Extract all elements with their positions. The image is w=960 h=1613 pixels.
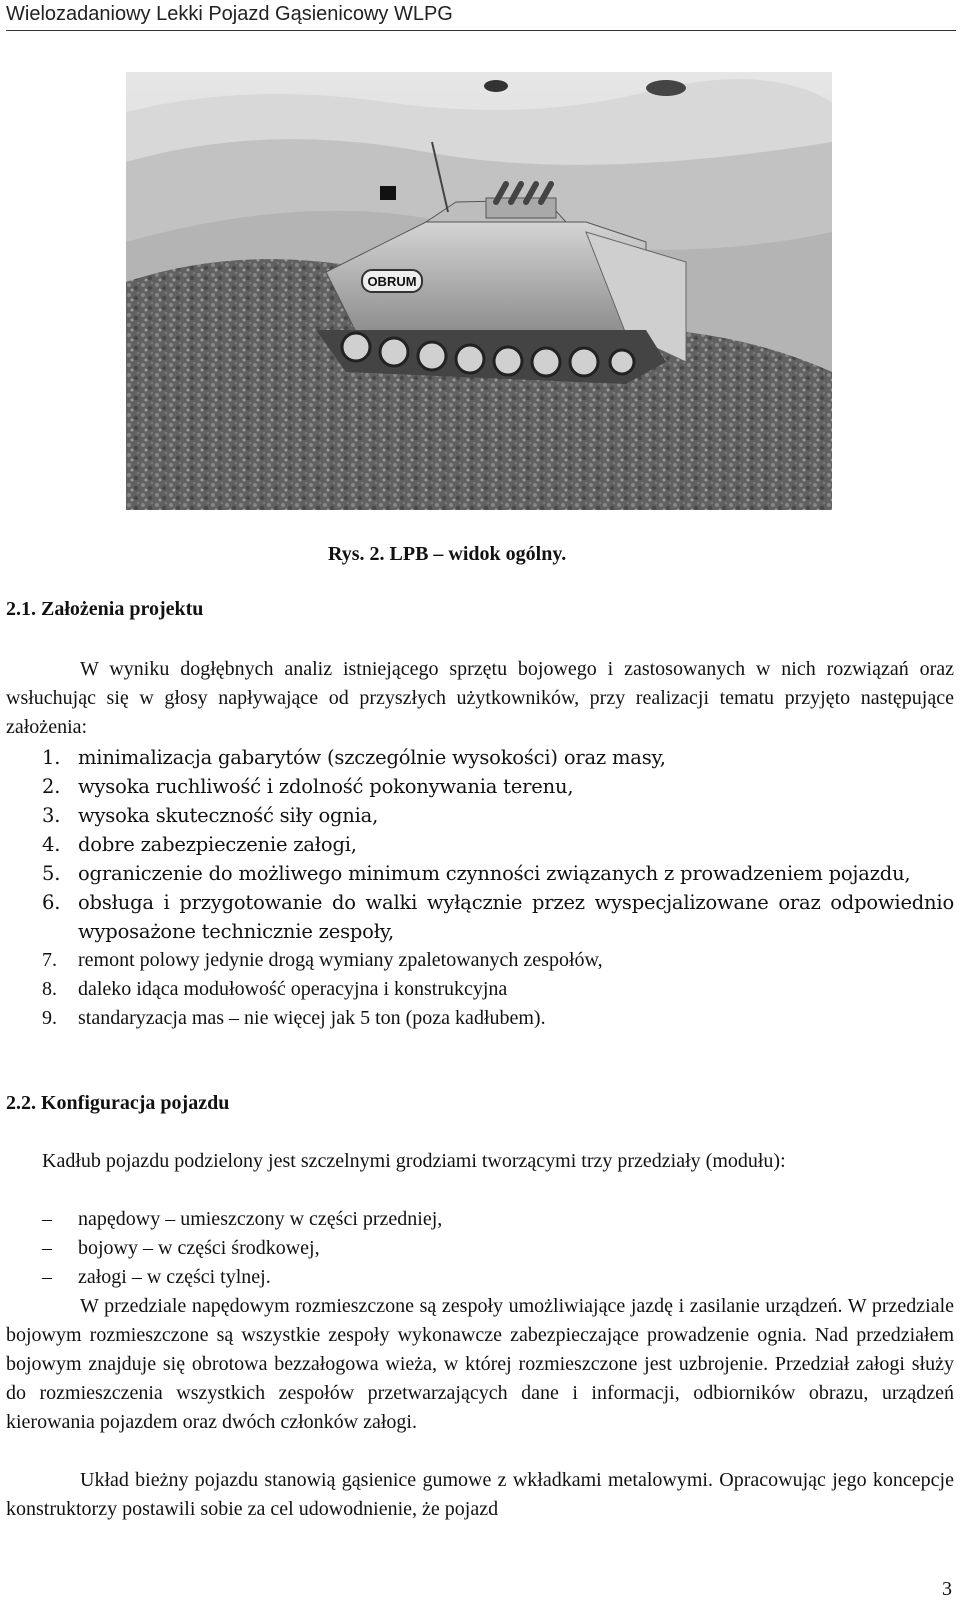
list-item-number: 1. bbox=[42, 746, 61, 769]
modules-list bbox=[6, 1205, 442, 1292]
list-item bbox=[6, 1234, 442, 1263]
figure-caption: Rys. 2. LPB – widok ogólny. bbox=[328, 543, 567, 565]
list-item bbox=[6, 1263, 442, 1292]
list-item-text: wysoka ruchliwość i zdolność pokonywania terenu, bbox=[78, 775, 574, 798]
list-item-text: minimalizacja gabarytów (szczególnie wysokości) oraz masy, bbox=[78, 746, 666, 769]
list-item bbox=[6, 975, 954, 1004]
list-item-text: bojowy – w części środkowej, bbox=[78, 1237, 320, 1259]
page-number: 3 bbox=[942, 1578, 952, 1600]
list-item-number: 9. bbox=[42, 1007, 57, 1029]
tracks-paragraph: Układ bieżny pojazdu stanowią gąsienice gumowe z wkładkami metalowymi. Opracowując jego koncepcje konstruktorzy postawili sobie za cel udowodnienie, że pojazd bbox=[6, 1469, 954, 1520]
section-heading-2-2: 2.2. Konfiguracja pojazdu bbox=[6, 1092, 230, 1114]
list-item-number: 4. bbox=[42, 833, 61, 856]
list-item-text: daleko idąca modułowość operacyjna i konstrukcyjna bbox=[78, 978, 508, 1000]
running-header: Wielozadaniowy Lekki Pojazd Gąsienicowy WLPG bbox=[6, 0, 956, 31]
list-item-text: ograniczenie do możliwego minimum czynności związanych z prowadzeniem pojazdu, bbox=[78, 862, 911, 885]
section-2-2-intro: Kadłub pojazdu podzielony jest szczelnymi grodziami tworzącymi trzy przedziały (modułu): bbox=[42, 1150, 786, 1172]
list-item-number: 8. bbox=[42, 978, 57, 1000]
list-item bbox=[6, 830, 954, 859]
list-item bbox=[6, 946, 954, 975]
list-item-text: wysoka skuteczność siły ognia, bbox=[78, 804, 379, 827]
list-item bbox=[6, 859, 954, 888]
list-item bbox=[6, 1004, 954, 1033]
section-2-1-intro: W wyniku dogłębnych analiz istniejącego sprzętu bojowego i zastosowanych w nich rozwiązań oraz wsłuchując się w głosy napływające od przyszłych użytkowników, przy realizacji tematu przyjęto następujące założenia: bbox=[6, 658, 954, 738]
list-item-number: 7. bbox=[42, 949, 57, 971]
list-item-text: załogi – w części tylnej. bbox=[78, 1266, 271, 1288]
list-item-text: napędowy – umieszczony w części przedniej, bbox=[78, 1208, 443, 1230]
vehicle-render bbox=[126, 72, 832, 510]
requirements-list bbox=[6, 743, 954, 1033]
list-item-text: dobre zabezpieczenie załogi, bbox=[78, 833, 357, 856]
list-item-text: obsługa i przygotowanie do walki wyłącznie przez wyspecjalizowane oraz odpowiednio wyposażone technicznie zespoły, bbox=[78, 891, 954, 943]
section-heading-2-1: 2.1. Założenia projektu bbox=[6, 598, 204, 620]
compartments-paragraph: W przedziale napędowym rozmieszczone są zespoły umożliwiające jazdę i zasilanie urządzeń. W przedziale bojowym rozmieszczone są wszystkie zespoły wykonawcze zabezpieczające prowadzenie ognia. Nad przedziałem bojowym znajduje się obrotowa bezzałogowa wieża, w której rozmieszczone jest uzbrojenie. Przedział załogi służy do rozmieszczenia wszystkich zespołów przetwarzających dane i informacji, odbiorników obrazu, urządzeń kierowania pojazdem oraz dwóch członków załogi. bbox=[6, 1295, 954, 1433]
list-item-number: 5. bbox=[42, 862, 61, 885]
list-item-number: 2. bbox=[42, 775, 61, 798]
list-item bbox=[6, 888, 954, 946]
list-item-text: standaryzacja mas – nie więcej jak 5 ton (poza kadłubem). bbox=[78, 1007, 546, 1029]
dash-bullet: – bbox=[42, 1208, 52, 1230]
list-item bbox=[6, 743, 954, 772]
list-item-number: 3. bbox=[42, 804, 61, 827]
dash-bullet: – bbox=[42, 1237, 52, 1259]
list-item-text: remont polowy jedynie drogą wymiany zpaletowanych zespołów, bbox=[78, 949, 603, 971]
list-item bbox=[6, 772, 954, 801]
list-item-number: 6. bbox=[42, 891, 61, 914]
vehicle-figure bbox=[126, 72, 832, 510]
dash-bullet: – bbox=[42, 1266, 52, 1288]
vehicle-logo: OBRUM bbox=[367, 274, 417, 289]
list-item bbox=[6, 801, 954, 830]
list-item bbox=[6, 1205, 442, 1234]
